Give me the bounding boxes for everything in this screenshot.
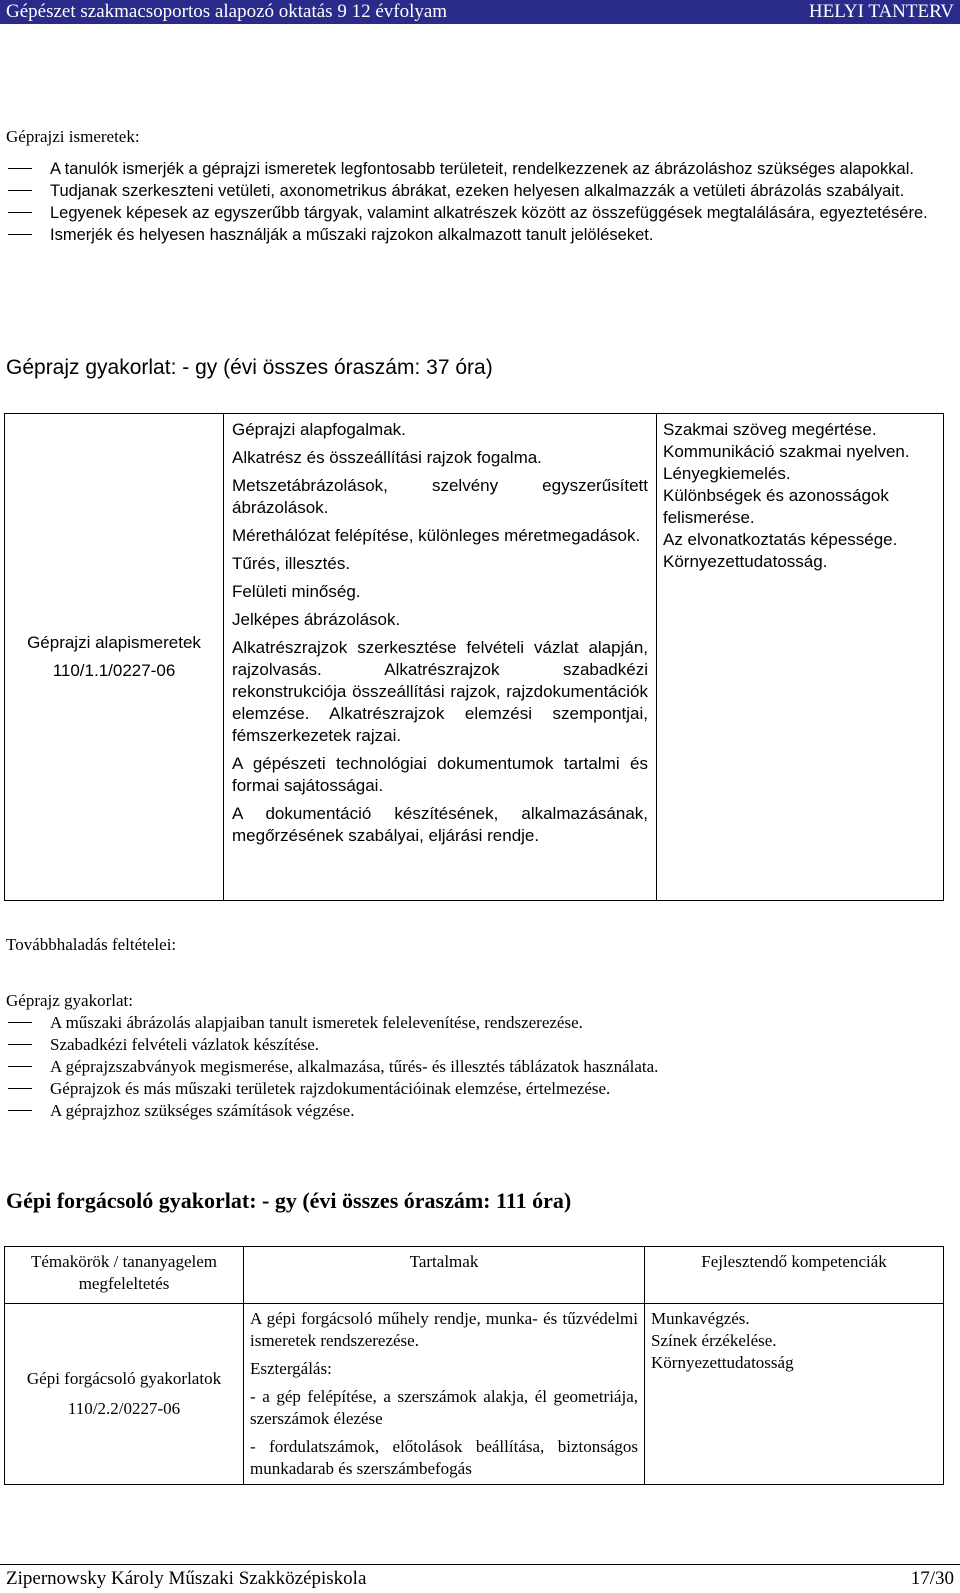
content-item: A gépi forgácsoló műhely rendje, munka- és tűzvédelmi ismeretek rendszerezése.	[250, 1309, 638, 1350]
column-header: Fejlesztendő kompetenciák	[645, 1247, 944, 1304]
list-item: Tudjanak szerkeszteni vetületi, axonometrikus ábrákat, ezeken helyesen alkalmazzák a vetületi ábrázolás szabályait.	[6, 180, 936, 202]
list-item: A műszaki ábrázolás alapjaiban tanult ismeretek felelevenítése, rendszerezése.	[6, 1012, 936, 1034]
page-number: 17/30	[910, 1568, 954, 1589]
module-name: Gépi forgácsoló gyakorlatok	[26, 1369, 222, 1388]
content-item: Felületi minőség.	[232, 582, 361, 601]
content-item: Jelképes ábrázolások.	[232, 610, 401, 629]
table-row	[5, 1304, 944, 1485]
competency-item: Különbségek és azonosságok felismerése.	[663, 486, 889, 527]
content-item: Alkatrészrajzok szerkesztése felvételi vázlat alapján, rajzolvasás. Alkatrészrajzok szabadkézi rekonstrukciója összeállítási rajzok, rajzdokumentációk elemzése. Alkatrészrajzok elemzési szempontjai, fémszerkezetek rajzai.	[232, 638, 648, 745]
competency-item: Lényegkiemelés.	[663, 464, 791, 483]
intro-bullet-list	[6, 158, 936, 246]
content-item: - a gép felépítése, a szerszámok alakja, él geometriája, szerszámok élezése	[250, 1387, 638, 1428]
content-item: A gépészeti technológiai dokumentumok tartalmi és formai sajátosságai.	[232, 754, 648, 795]
list-item: A géprajzhoz szükséges számítások végzése.	[6, 1100, 936, 1122]
competency-item: Az elvonatkoztatás képessége.	[663, 530, 898, 549]
competencies-cell	[657, 414, 944, 901]
module-cell	[5, 414, 224, 901]
column-header: Tartalmak	[244, 1247, 645, 1304]
practice-bullet-list	[6, 1012, 936, 1122]
section1-table	[4, 413, 944, 901]
practice-label: Géprajz gyakorlat:	[6, 991, 133, 1010]
competency-item: Kommunikáció szakmai nyelven.	[663, 442, 910, 461]
section2-heading: Gépi forgácsoló gyakorlat: - gy (évi összes óraszám: 111 óra)	[6, 1188, 572, 1213]
module-cell	[5, 1304, 244, 1485]
contents-cell	[224, 414, 657, 901]
column-header: Témakörök / tananyagelem megfeleltetés	[5, 1247, 244, 1304]
competency-item: Szakmai szöveg megértése.	[663, 420, 877, 439]
progress-label: Továbbhaladás feltételei:	[6, 935, 177, 954]
content-item: Tűrés, illesztés.	[232, 554, 351, 573]
header-right-title: HELYI TANTERV	[808, 1, 954, 22]
contents-cell	[244, 1304, 645, 1485]
module-code: 110/2.2/0227-06	[67, 1399, 181, 1418]
intro-label: Géprajzi ismeretek:	[6, 127, 140, 146]
competency-item: Környezettudatosság	[651, 1353, 794, 1372]
footer-school: Zipernowsky Károly Műszaki Szakközépiskola	[6, 1568, 367, 1589]
module-code: 110/1.1/0227-06	[52, 661, 176, 680]
list-item: Géprajzok és más műszaki területek rajzdokumentációinak elemzése, értelmezése.	[6, 1078, 936, 1100]
footer-divider	[0, 1564, 960, 1565]
list-item: A tanulók ismerjék a géprajzi ismeretek legfontosabb területeit, rendelkezzenek az ábrázoláshoz szükséges alapokkal.	[6, 158, 936, 180]
competency-item: Színek érzékelése.	[651, 1331, 777, 1350]
content-item: Metszetábrázolások, szelvény egyszerűsített ábrázolások.	[232, 476, 648, 517]
section1-heading: Géprajz gyakorlat: - gy (évi összes óraszám: 37 óra)	[6, 356, 493, 379]
list-item: Legyenek képesek az egyszerűbb tárgyak, valamint alkatrészek között az összefüggések megtalálására, egyeztetésére.	[6, 202, 936, 224]
section2-table	[4, 1246, 944, 1485]
content-item: Géprajzi alapfogalmak.	[232, 420, 406, 439]
page-header	[0, 0, 960, 24]
list-item: Szabadkézi felvételi vázlatok készítése.	[6, 1034, 936, 1056]
competency-item: Környezettudatosság.	[663, 552, 828, 571]
competency-item: Munkavégzés.	[651, 1309, 750, 1328]
content-item: A dokumentáció készítésének, alkalmazásának, megőrzésének szabályai, eljárási rendje.	[232, 804, 648, 845]
list-item: Ismerjék és helyesen használják a műszaki rajzokon alkalmazott tanult jelöléseket.	[6, 224, 936, 246]
content-item: Esztergálás:	[250, 1359, 332, 1378]
content-item: Alkatrész és összeállítási rajzok fogalma.	[232, 448, 542, 467]
content-item: Mérethálózat felépítése, különleges méretmegadások.	[232, 526, 641, 545]
list-item: A géprajzszabványok megismerése, alkalmazása, tűrés- és illesztés táblázatok használata.	[6, 1056, 936, 1078]
module-name: Géprajzi alapismeretek	[27, 633, 201, 652]
header-title: Gépészet szakmacsoportos alapozó oktatás 9 12 évfolyam	[6, 1, 448, 22]
table-header-row	[5, 1247, 944, 1304]
competencies-cell	[645, 1304, 944, 1485]
content-item: - fordulatszámok, előtolások beállítása, biztonságos munkadarab és szerszámbefogás	[250, 1437, 638, 1478]
